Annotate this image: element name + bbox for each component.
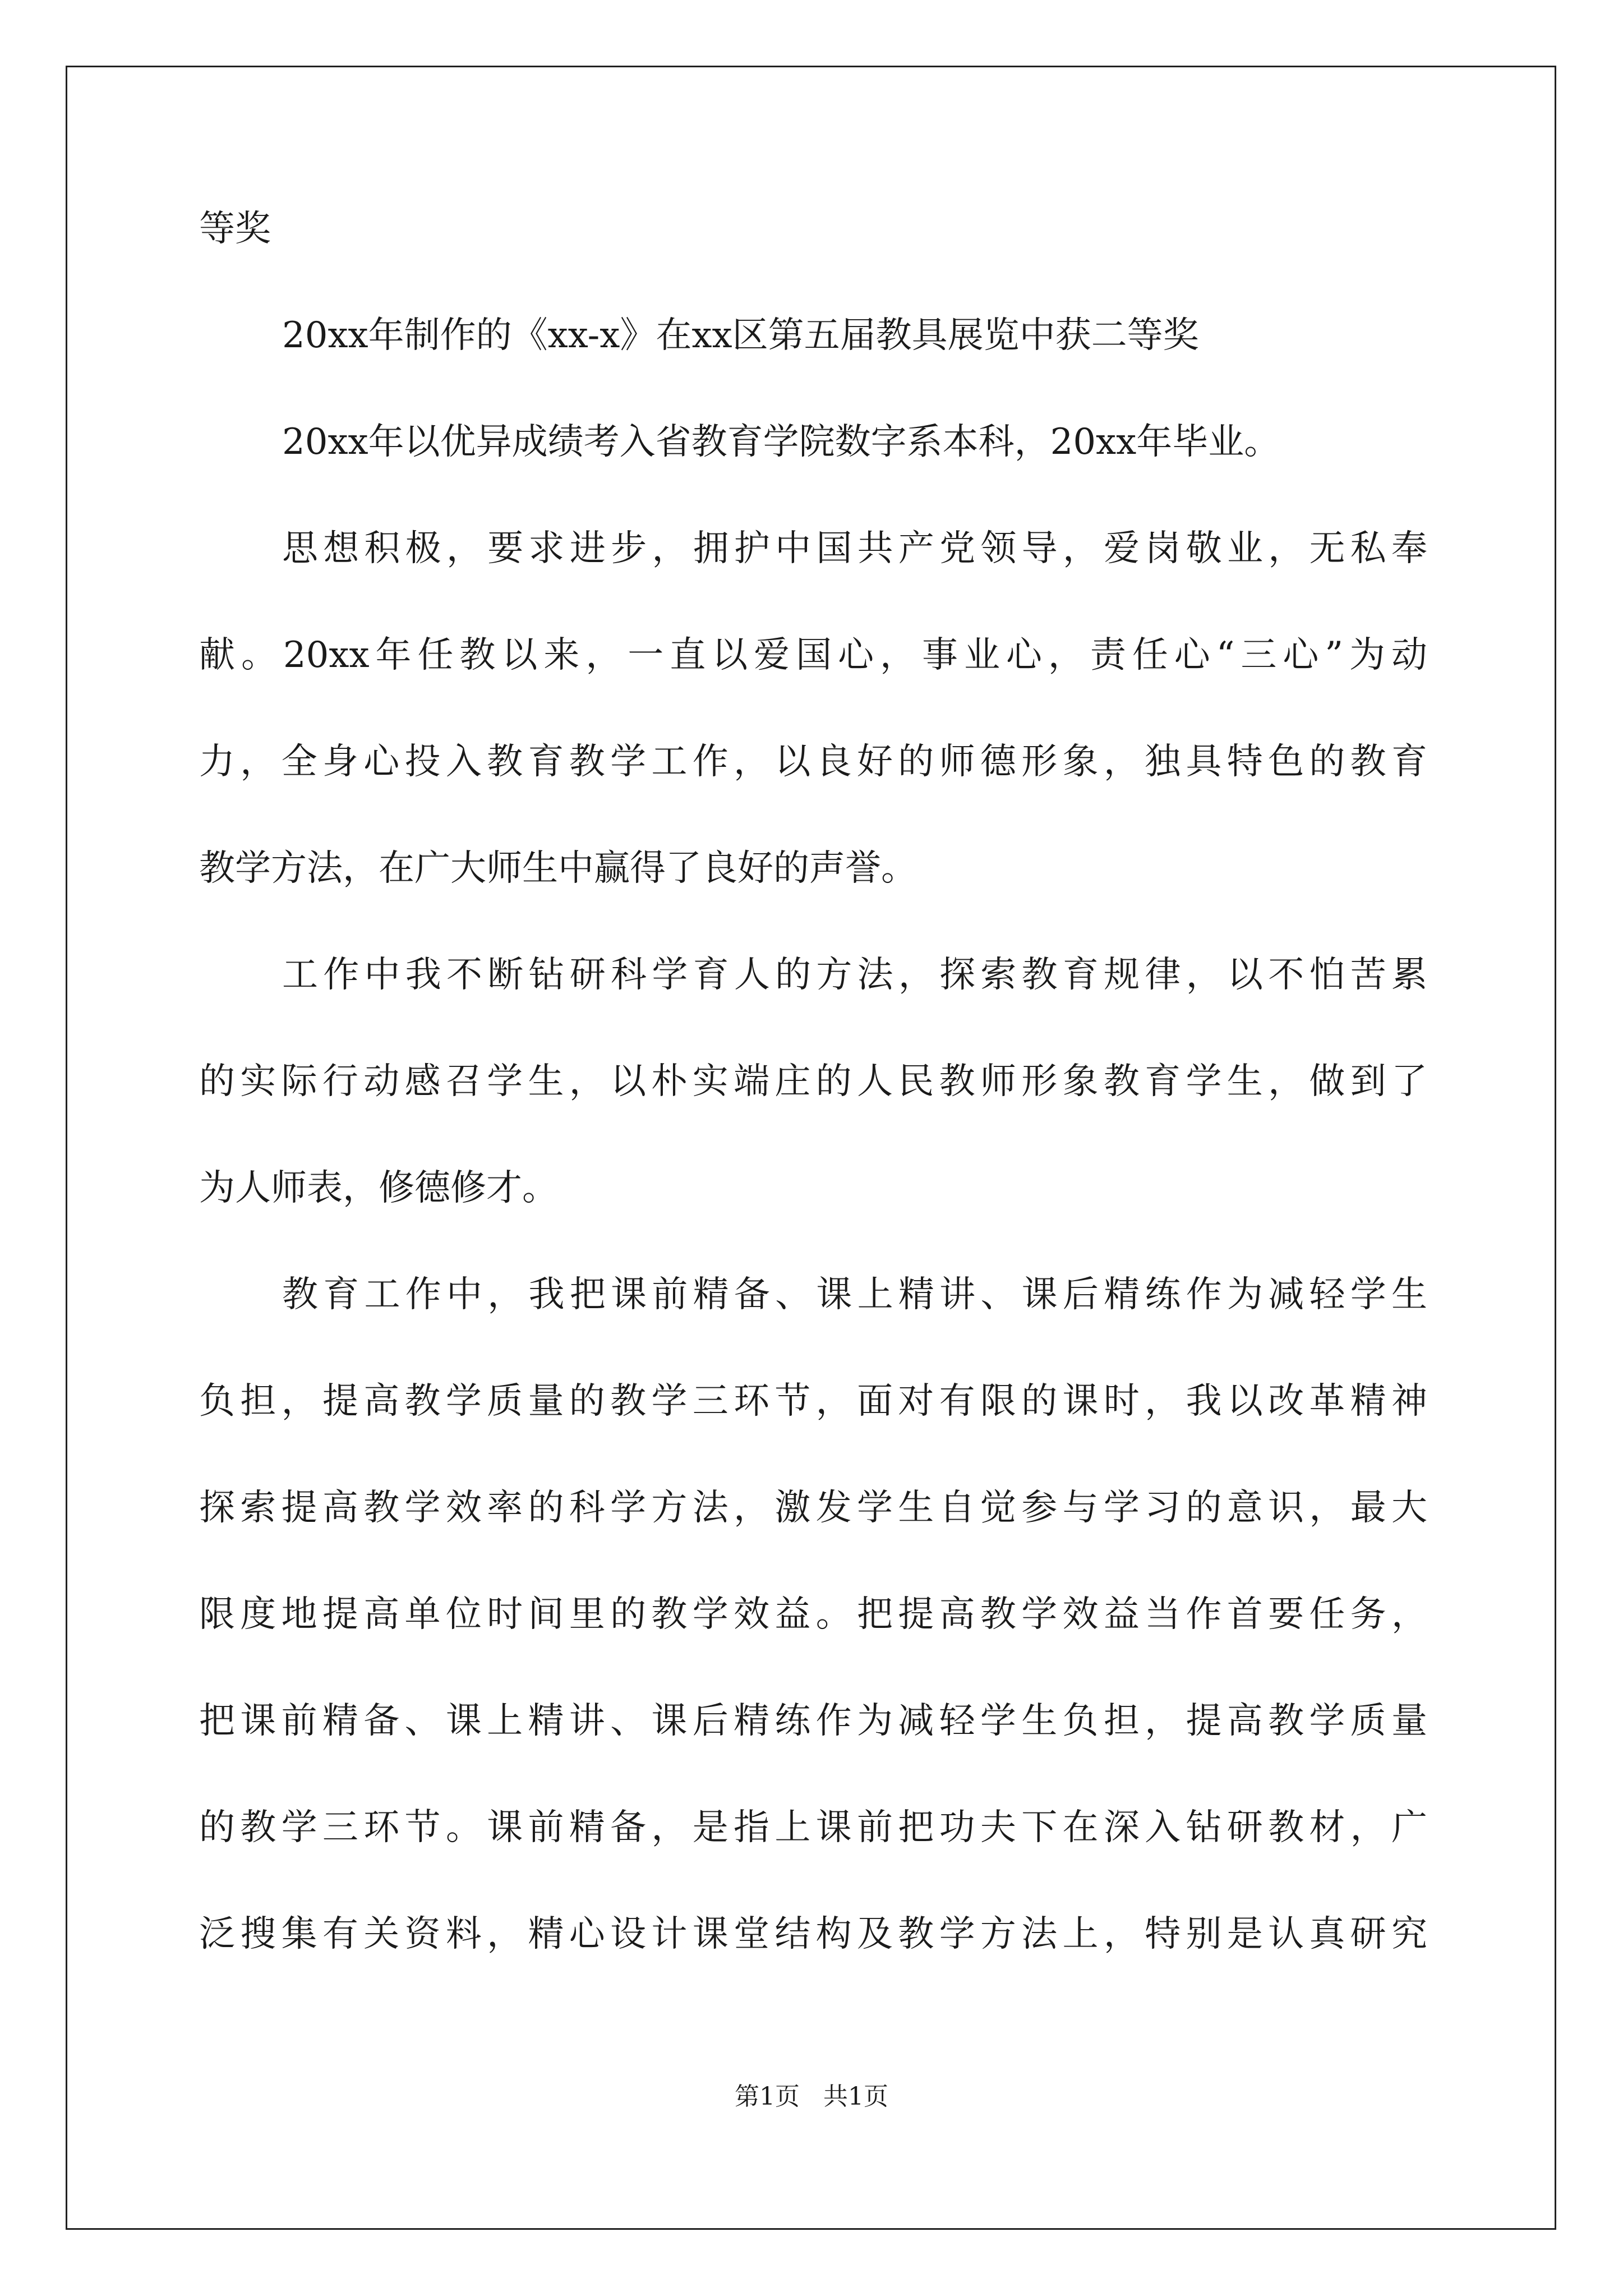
text-line: 探索提高教学效率的科学方法，激发学生自觉参与学习的意识，最大 [199,1487,1427,1529]
text-line: 献。20xx年任教以来，一直以爱国心，事业心，责任心“三心”为动 [199,634,1427,676]
text-line: 力，全身心投入教育教学工作，以良好的师德形象，独具特色的教育 [199,741,1427,783]
text-line: 20xx年以优异成绩考入省教育学院数字系本科，20xx年毕业。 [282,421,1280,463]
text-line: 把课前精备、课上精讲、课后精练作为减轻学生负担，提高教学质量 [199,1700,1427,1742]
text-line: 的教学三环节。课前精备，是指上课前把功夫下在深入钻研教材，广 [199,1807,1427,1848]
text-line: 为人师表，修德修才。 [199,1167,558,1209]
text-line: 的实际行动感召学生，以朴实端庄的人民教师形象教育学生，做到了 [199,1061,1427,1102]
text-line: 泛搜集有关资料，精心设计课堂结构及教学方法上，特别是认真研究 [199,1913,1427,1955]
text-line: 工作中我不断钻研科学育人的方法，探索教育规律，以不怕苦累 [282,954,1427,996]
text-line: 等奖 [199,208,271,250]
text-line: 限度地提高单位时间里的教学效益。把提高教学效益当作首要任务， [199,1594,1427,1635]
text-line: 20xx年制作的《xx-x》在xx区第五届教具展览中获二等奖 [282,315,1199,356]
text-line: 教育工作中，我把课前精备、课上精讲、课后精练作为减轻学生 [282,1274,1427,1315]
text-line: 负担，提高教学质量的教学三环节，面对有限的课时，我以改革精神 [199,1381,1427,1422]
text-line: 思想积极，要求进步，拥护中国共产党领导，爱岗敬业，无私奉 [282,528,1427,569]
page-footer: 第1页 共1页 [735,2082,888,2111]
page-border [66,66,1556,2230]
text-line: 教学方法，在广大师生中赢得了良好的声誉。 [199,848,917,889]
